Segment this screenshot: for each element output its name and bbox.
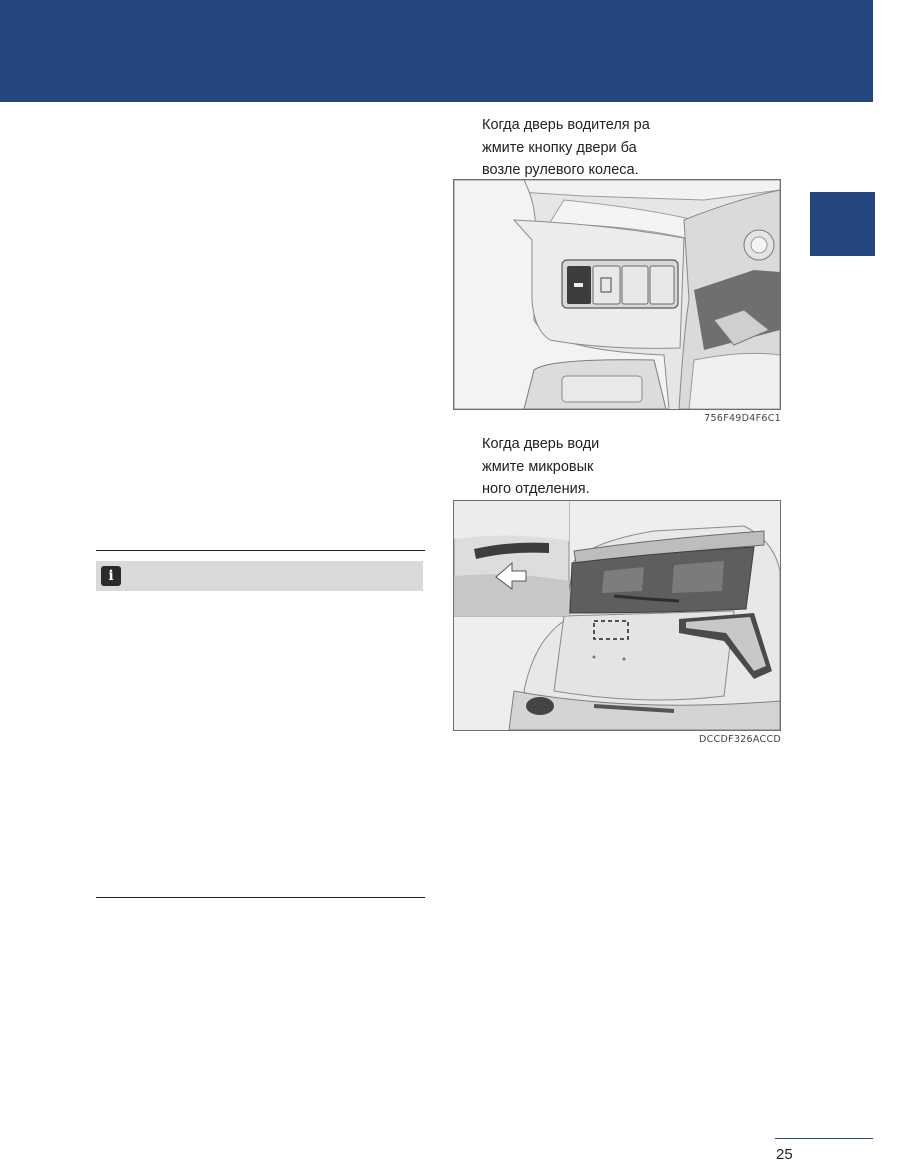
note-bottom-rule xyxy=(96,897,425,898)
figure-code: DCCDF326ACCD xyxy=(698,734,781,745)
note-top-rule xyxy=(96,550,425,551)
footer-rule xyxy=(775,1138,873,1139)
text-line: ного отделения. xyxy=(482,481,590,497)
chapter-header-band xyxy=(0,0,873,102)
chapter-side-tab xyxy=(810,192,875,256)
figure-code: 756F49D4F6C1 xyxy=(704,413,781,424)
figure-tailgate-switch xyxy=(453,500,781,731)
section2-text xyxy=(482,433,682,501)
text-line: Когда дверь води xyxy=(482,436,600,452)
note-header-bar xyxy=(96,561,423,591)
page-number: 25 xyxy=(776,1146,793,1163)
text-line: Когда дверь водителя ра xyxy=(482,117,650,133)
text-line: возле рулевого колеса. xyxy=(482,162,639,178)
section1-text xyxy=(482,114,682,182)
tailgate-illustration xyxy=(454,501,780,730)
text-line: жмите микровык xyxy=(482,458,594,475)
text-line: жмите кнопку двери ба xyxy=(482,139,637,156)
info-icon: i xyxy=(101,566,121,586)
door-panel-illustration xyxy=(454,180,780,409)
figure-door-panel-buttons xyxy=(453,179,781,410)
